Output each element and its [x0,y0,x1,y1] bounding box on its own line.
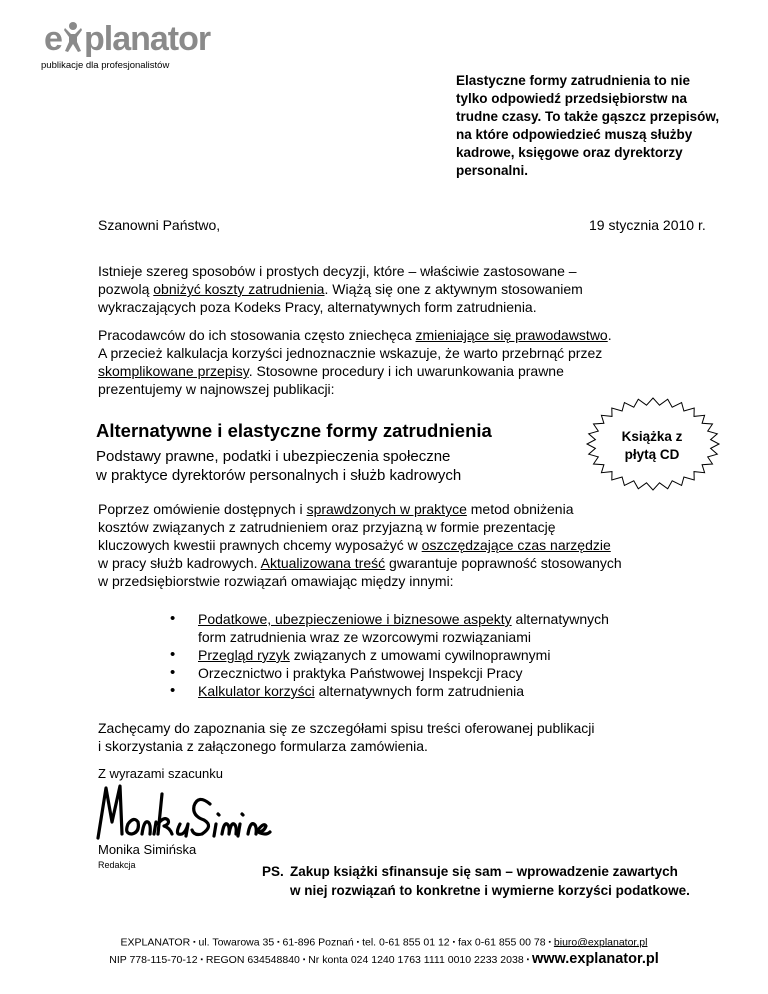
separator-icon: ▪ [356,939,360,946]
separator-icon: ▪ [452,939,456,946]
website-link[interactable]: www.explanator.pl [531,951,659,968]
greeting: Szanowni Państwo, [98,217,221,233]
separator-icon: ▪ [200,957,203,964]
emphasis-underline: obniżyć koszty zatrudnienia [153,281,325,297]
text-line: Istnieje szereg sposobów i prostych decyzji, które – właściwie zastosowane – [98,263,577,279]
letter-date: 19 stycznia 2010 r. [589,217,706,233]
intro-line: trudne czasy. To także gąszcz przepisów, [456,109,720,124]
paragraph-2 [98,326,688,398]
text-line: kosztów związanych z zatrudnieniem oraz przyjazną w formie prezentację [98,519,556,535]
paragraph-3 [98,500,688,590]
text-line: w pracy służb kadrowych. Aktualizowana treść gwarantuje poprawność stosowanych [98,555,622,571]
text-line: A przecież kalkulacja korzyści jednoznacznie wskazuje, że warto przebrnąć przez [98,345,603,361]
text-line: w praktyce dyrektorów personalnych i służb kadrowych [96,467,462,484]
intro-text [456,72,746,180]
svg-text:e: e [44,20,62,58]
text-line: skomplikowane przepisy. Stosowne procedury i ich uwarunkowania prawne [98,363,564,379]
emphasis-underline: sprawdzonych w praktyce [306,501,467,517]
intro-line: Elastyczne formy zatrudnienia to nie [456,73,691,88]
book-subtitle [96,447,556,485]
paragraph-1 [98,262,688,316]
intro-line: na które odpowiedzieć muszą służby [456,127,693,142]
bullet-icon: • [170,610,176,627]
text-line: Podstawy prawne, podatki i ubezpieczenia społeczne [96,448,451,465]
text-line: i skorzystania z załączonego formularza zamówienia. [98,738,428,754]
text-line: prezentujemy w najnowszej publikacji: [98,381,335,397]
text-line: Poprzez omówienie dostępnych i sprawdzonych w praktyce metod obniżenia [98,501,574,517]
text-line: Książka z [621,429,683,444]
handwritten-signature [92,780,277,842]
text-line: Zachęcamy do zapoznania się ze szczegółami spisu treści oferowanej publikacji [98,720,595,736]
tagline: publikacje dla profesjonalistów [41,60,170,71]
cd-badge-label [600,428,704,464]
list-item: • Kalkulator korzyści alternatywnych form zatrudnienia [170,682,525,699]
signer-role: Redakcja [98,860,136,870]
paragraph-4 [98,719,688,755]
emphasis-underline: zmieniające się prawodawstwo [415,327,608,343]
book-title: Alternatywne i elastyczne formy zatrudnienia [96,420,492,441]
separator-icon: ▪ [548,939,551,946]
emphasis-underline: oszczędzające czas narzędzie [421,537,611,553]
text-line: pozwolą obniżyć koszty zatrudnienia. Wiążą się one z aktywnym stosowaniem [98,281,583,297]
intro-line: personalni. [456,163,529,178]
text-line: kluczowych kwestii prawnych chcemy wyposażyć w oszczędzające czas narzędzie [98,537,611,553]
ps-label: PS. [262,864,284,879]
list-item: • Orzecznictwo i praktyka Państwowej Inspekcji Pracy [170,664,523,681]
svg-text:planator: planator [84,20,211,58]
text-line: w niej rozwiązań to konkretne i wymierne korzyści podatkowe. [290,883,690,898]
separator-icon: ▪ [193,939,196,946]
email-link[interactable]: biuro@explanator.pl [553,936,648,949]
text-line: Pracodawców do ich stosowania często zniechęca zmieniające się prawodawstwo. [98,327,612,343]
bullet-list [170,610,730,700]
separator-icon: ▪ [302,957,306,964]
jumping-figure-icon [64,22,82,52]
bullet-icon: • [170,664,176,681]
postscript [262,862,752,900]
closing: Z wyrazami szacunku [98,766,223,781]
explanator-logo [44,18,211,58]
signer-name: Monika Simińska [98,842,197,857]
intro-line: tylko odpowiedź przedsiębiorstw na [456,91,688,106]
footer-line-1: EXPLANATOR ▪ ul. Towarowa 35 ▪ 61-896 Poznań ▪ tel. 0-61 855 01 12 ▪ fax 0-61 855 00 78 ▪ biuro@explanator.pl [120,936,648,949]
text-line: PS. Zakup książki sfinansuje się sam – wprowadzenie zawartych [262,864,678,879]
text-line: w przedsiębiorstwie rozwiązań omawiając między innymi: [98,573,454,589]
list-item: • Podatkowe, ubezpieczeniowe i biznesowe aspekty alternatywnych form zatrudnienia wraz ze wzorcowymi rozwiązaniami [170,610,609,645]
bullet-icon: • [170,682,176,699]
footer-line-2: NIP 778-115-70-12 ▪ REGON 634548840 ▪ Nr konta 024 1240 1763 1111 0010 2233 2038 ▪ www.explanator.pl [109,951,659,968]
intro-line: kadrowe, księgowe oraz dyrektorzy [456,145,683,160]
emphasis-underline: skomplikowane przepisy [98,363,249,379]
separator-icon: ▪ [526,957,530,964]
text-line: płytą CD [624,447,680,462]
emphasis-underline: Aktualizowana treść [260,555,386,571]
bullet-icon: • [170,646,176,663]
footer [30,934,738,969]
separator-icon: ▪ [277,939,280,946]
list-item: • Przegląd ryzyk związanych z umowami cywilnoprawnymi [170,646,551,663]
text-line: wykraczających poza Kodeks Pracy, alternatywnych form zatrudnienia. [98,299,537,315]
